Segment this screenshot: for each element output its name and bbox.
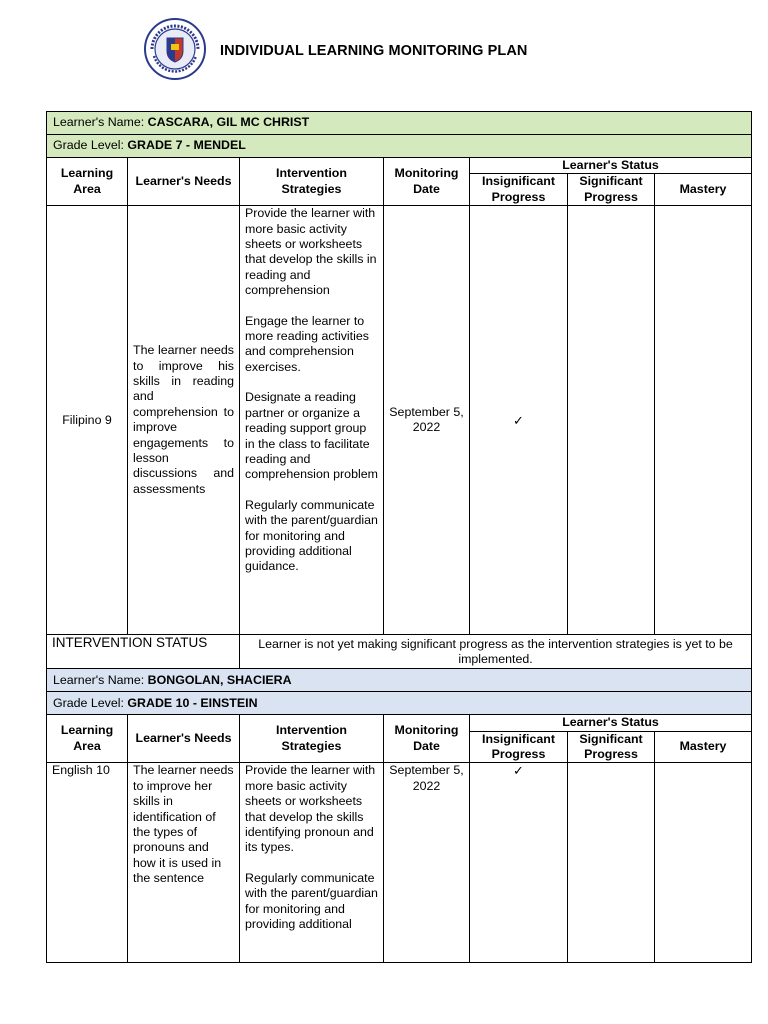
strategies-cell [240, 206, 384, 635]
learner-name-label: Learner's Name: [53, 672, 145, 687]
learner-name-cell [47, 112, 752, 135]
monitoring-date-cell: September 5, 2022 [384, 763, 470, 963]
grade-level-row [47, 692, 752, 715]
strategy-item: Designate a reading partner or organize a reading support group in the class to facilitate reading and comprehension problem [245, 390, 378, 482]
learning-area-cell: Filipino 9 [47, 206, 128, 635]
header-learners-needs: Learner's Needs [128, 158, 240, 206]
strategy-item: Regularly communicate with the parent/guardian for monitoring and providing additional [245, 870, 378, 932]
mastery-cell [655, 206, 752, 635]
header-mastery: Mastery [655, 731, 752, 763]
header-insignificant: Insignificant Progress [470, 731, 568, 763]
monitoring-date-cell: September 5, 2022 [384, 206, 470, 635]
table-row [47, 763, 752, 963]
deped-seal-icon [138, 18, 212, 80]
grade-level-cell [47, 692, 752, 715]
header-monitoring-date: Monitoring Date [384, 158, 470, 206]
document-header [138, 18, 212, 80]
header-mastery: Mastery [655, 174, 752, 206]
strategy-item: Regularly communicate with the parent/guardian for monitoring and providing additional guidance. [245, 497, 378, 574]
learner-name-value: BONGOLAN, SHACIERA [147, 672, 292, 687]
header-significant: Significant Progress [568, 174, 655, 206]
column-header-row [47, 715, 752, 731]
strategies-cell [240, 763, 384, 963]
significant-cell [568, 763, 655, 963]
header-intervention-strategies: Intervention Strategies [240, 158, 384, 206]
grade-level-cell [47, 135, 752, 158]
insignificant-check-icon: ✓ [470, 206, 568, 635]
strategy-item: Provide the learner with more basic activity sheets or worksheets that develop the skills identifying pronoun and its types. [245, 763, 376, 855]
learner-name-value: CASCARA, GIL MC CHRIST [147, 115, 310, 130]
table-row [47, 206, 752, 635]
header-significant: Significant Progress [568, 731, 655, 763]
document-title: INDIVIDUAL LEARNING MONITORING PLAN [220, 43, 528, 59]
strategy-item: Engage the learner to more reading activities and comprehension exercises. [245, 313, 369, 374]
learners-needs-cell: The learner needs to improve her skills in identification of the types of pronouns and how it is used in the sentence [128, 763, 240, 963]
header-learners-status: Learner's Status [470, 715, 752, 731]
intervention-status-text: Learner is not yet making significant progress as the intervention strategies is yet to be implemented. [240, 635, 752, 669]
learner-name-label: Learner's Name: [53, 115, 145, 130]
header-learners-status: Learner's Status [470, 158, 752, 174]
learner-name-row [47, 112, 752, 135]
grade-level-value: GRADE 7 - MENDEL [127, 138, 246, 153]
header-learning-area: Learning Area [47, 158, 128, 206]
strategy-item: Provide the learner with more basic activity sheets or worksheets that develop the skills in reading and comprehension [245, 206, 377, 298]
header-monitoring-date: Monitoring Date [384, 715, 470, 763]
header-learning-area: Learning Area [47, 715, 128, 763]
column-header-row [47, 158, 752, 174]
learning-area-cell: English 10 [47, 763, 128, 963]
header-intervention-strategies: Intervention Strategies [240, 715, 384, 763]
learners-needs-cell: The learner needs to improve his skills in reading and comprehension to improve engagements to lesson discussions and assessments [128, 206, 240, 635]
intervention-status-row [47, 635, 752, 669]
mastery-cell [655, 763, 752, 963]
learner-name-cell [47, 669, 752, 692]
significant-cell [568, 206, 655, 635]
header-learners-needs: Learner's Needs [128, 715, 240, 763]
grade-level-row [47, 135, 752, 158]
insignificant-check-icon: ✓ [470, 763, 568, 963]
learner-name-row [47, 669, 752, 692]
monitoring-plan-table [46, 111, 752, 963]
grade-level-label: Grade Level: [53, 138, 124, 153]
header-insignificant: Insignificant Progress [470, 174, 568, 206]
grade-level-label: Grade Level: [53, 695, 124, 710]
grade-level-value: GRADE 10 - EINSTEIN [127, 695, 258, 710]
intervention-status-label: INTERVENTION STATUS [47, 635, 240, 669]
